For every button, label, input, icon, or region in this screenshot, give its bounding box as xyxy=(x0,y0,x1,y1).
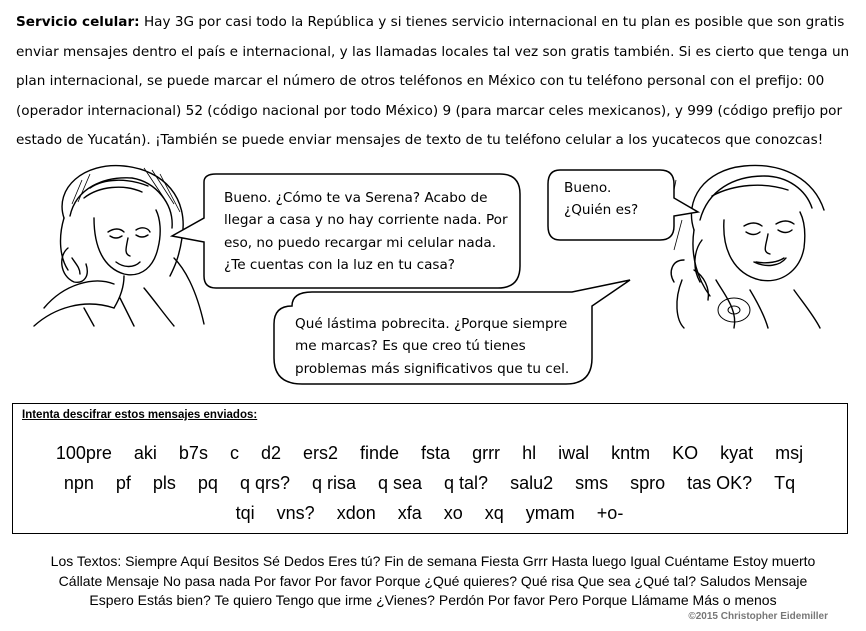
answer-line-2: Cállate Mensaje No pasa nada Por favor Por favor Porque ¿Qué quieres? Qué risa Que sea ¿Qué tal? Saludos Mensaje xyxy=(58,572,808,589)
abbreviation: finde xyxy=(360,443,400,463)
bubble-right-line-1: Bueno. xyxy=(564,180,612,196)
abbreviation: xdon xyxy=(336,503,376,523)
answer-line-1: Los Textos: Siempre Aquí Besitos Sé Dedos Eres tú? Fin de semana Fiesta Grrr Hasta luego Igual Cuéntame Estoy muerto xyxy=(50,553,816,569)
abbreviation: pf xyxy=(115,473,131,493)
bubble-left-line-3: eso, no puedo recargar mi celular nada. xyxy=(224,234,497,251)
abbreviation: pq xyxy=(197,473,218,493)
abbreviation: npn xyxy=(63,473,94,493)
abbreviation-row-1 xyxy=(13,443,846,464)
abbreviation: hl xyxy=(522,443,537,463)
abbreviation: KO xyxy=(672,443,699,463)
abbreviation: fsta xyxy=(421,443,451,463)
abbreviation: grrr xyxy=(472,443,501,463)
abbreviation: d2 xyxy=(260,443,281,463)
abbreviation: q qrs? xyxy=(239,473,290,493)
speech-bubble-reply xyxy=(295,313,569,380)
abbreviation: xq xyxy=(484,503,504,523)
abbreviation: tas OK? xyxy=(687,473,753,493)
abbreviation: b7s xyxy=(178,443,208,463)
abbreviation-row-3 xyxy=(13,503,846,524)
abbreviation: tqi xyxy=(235,503,255,523)
abbreviation: ymam xyxy=(525,503,575,523)
abbreviation: 100pre xyxy=(55,443,112,463)
speech-bubble-left xyxy=(224,187,508,277)
exercise-box xyxy=(12,403,848,534)
abbreviation: spro xyxy=(630,473,666,493)
abbreviation: q risa xyxy=(311,473,356,493)
abbreviation: c xyxy=(229,443,239,463)
copyright-notice: ©2015 Christopher Eidemiller xyxy=(688,611,828,622)
answer-key xyxy=(8,552,858,611)
answer-line-3: Espero Estás bien? Te quiero Tengo que irme ¿Vienes? Perdón Por favor Pero Porque Llámame Más o menos xyxy=(89,592,777,608)
abbreviation: iwal xyxy=(558,443,590,463)
abbreviation: sms xyxy=(575,473,609,493)
intro-heading: Servicio celular: xyxy=(16,14,140,30)
speech-bubble-right xyxy=(564,177,638,222)
abbreviation: vns? xyxy=(276,503,315,523)
bubble-reply-line-1: Qué lástima pobrecita. ¿Porque siempre xyxy=(295,316,568,332)
bubble-reply-line-2: me marcas? Es que creo tú tienes xyxy=(295,338,526,355)
abbreviation: salu2 xyxy=(510,473,554,493)
bubble-left-line-2: llegar a casa y no hay corriente nada. Por xyxy=(224,212,508,229)
intro-paragraph xyxy=(16,8,852,156)
abbreviation: q sea xyxy=(377,473,423,493)
bubble-left-line-1: Bueno. ¿Cómo te va Serena? Acabo de xyxy=(224,190,488,206)
abbreviation: ers2 xyxy=(302,443,338,463)
bubble-reply-line-3: problemas más significativos que tu cel. xyxy=(295,360,570,377)
abbreviation: kyat xyxy=(720,443,754,463)
bubble-right-line-2: ¿Quién es? xyxy=(564,202,639,219)
abbreviation: Tq xyxy=(774,473,796,493)
abbreviation: +o- xyxy=(596,503,624,523)
bubble-left-line-4: ¿Te cuentas con la luz en tu casa? xyxy=(224,257,456,274)
abbreviation: xo xyxy=(443,503,463,523)
exercise-title: Intenta descifrar estos mensajes enviados: xyxy=(22,409,258,421)
abbreviation: xfa xyxy=(397,503,422,523)
abbreviation: aki xyxy=(133,443,157,463)
abbreviation: msj xyxy=(775,443,804,463)
abbreviation: q tal? xyxy=(444,473,489,493)
intro-text: Hay 3G por casi todo la República y si tienes servicio internacional en tu plan es posible que son gratis enviar mensajes dentro el país e internacional, y las llamadas locales tal vez son gratis también. Si es cierto que tenga un plan internacional, se puede marcar el número de otros teléfonos en México con tu teléfono personal con el prefijo: 00 (operador internacional) 52 (código nacional por todo México) 9 (para marcar celes mexicanos), y 999 (código prefijo por estado de Yucatán). ¡También se puede enviar mensajes de texto de tu teléfono celular a los yucatecos que conozcas! xyxy=(16,14,850,149)
abbreviation-row-2 xyxy=(13,473,846,494)
abbreviation: kntm xyxy=(611,443,651,463)
abbreviation: pls xyxy=(152,473,176,493)
